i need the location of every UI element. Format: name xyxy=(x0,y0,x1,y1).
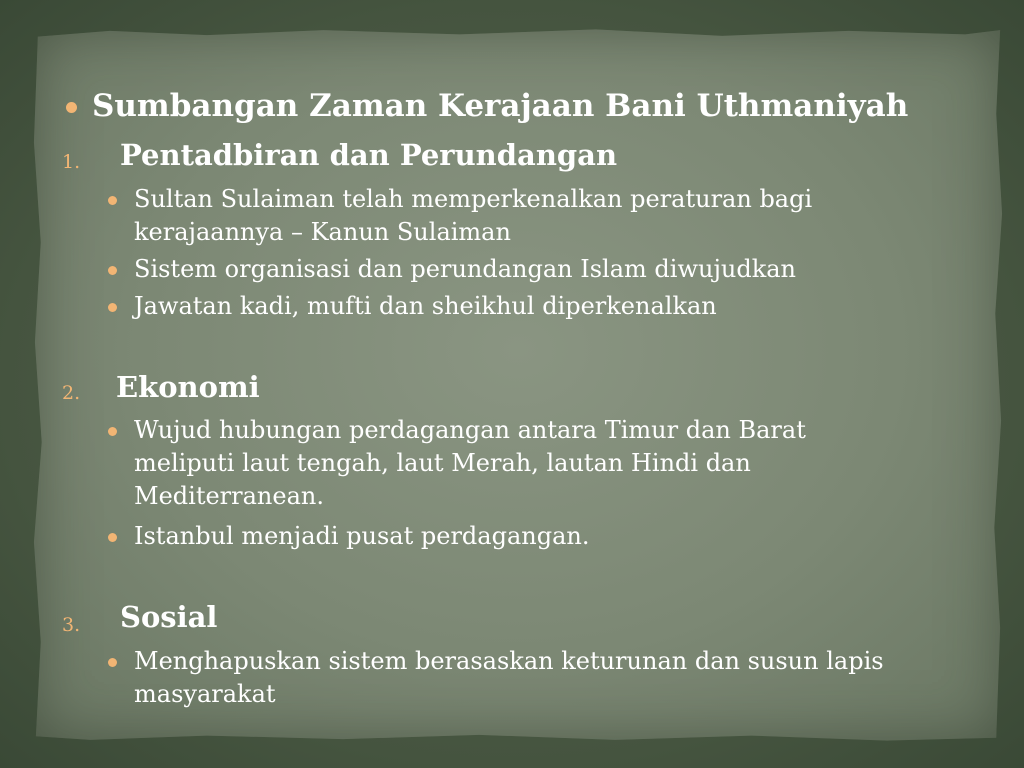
section-1-bullet-1-line-2: kerajaannya – Kanun Sulaiman xyxy=(134,218,511,246)
section-1-bullet-3: Jawatan kadi, mufti dan sheikhul diperkenalkan xyxy=(134,292,717,320)
section-1-bullet-1-line-1: Sultan Sulaiman telah memperkenalkan peraturan bagi xyxy=(134,185,813,213)
section-2-number: 2. xyxy=(62,382,81,404)
section-3-bullet-1-line-2: masyarakat xyxy=(134,680,276,708)
bullet-icon xyxy=(108,266,117,275)
section-3-number: 3. xyxy=(62,614,81,636)
section-3-heading: Sosial xyxy=(120,600,218,634)
title-bullet-icon xyxy=(66,102,77,113)
section-2-heading: Ekonomi xyxy=(116,370,260,404)
section-3-bullet-1-line-1: Menghapuskan sistem berasaskan keturunan dan susun lapis xyxy=(134,647,884,675)
section-2-bullet-2: Istanbul menjadi pusat perdagangan. xyxy=(134,522,590,550)
section-1-bullet-2: Sistem organisasi dan perundangan Islam diwujudkan xyxy=(134,255,797,283)
bullet-icon xyxy=(108,303,117,312)
bullet-icon xyxy=(108,427,117,436)
section-2-bullet-1-line-3: Mediterranean. xyxy=(134,482,324,510)
bullet-icon xyxy=(108,196,117,205)
slide-title: Sumbangan Zaman Kerajaan Bani Uthmaniyah xyxy=(92,88,909,124)
section-2-bullet-1-line-1: Wujud hubungan perdagangan antara Timur dan Barat xyxy=(134,416,806,444)
section-2-bullet-1-line-2: meliputi laut tengah, laut Merah, lautan Hindi dan xyxy=(134,449,751,477)
bullet-icon xyxy=(108,533,117,542)
bullet-icon xyxy=(108,658,117,667)
section-1-number: 1. xyxy=(62,151,81,173)
section-1-heading: Pentadbiran dan Perundangan xyxy=(120,138,618,172)
